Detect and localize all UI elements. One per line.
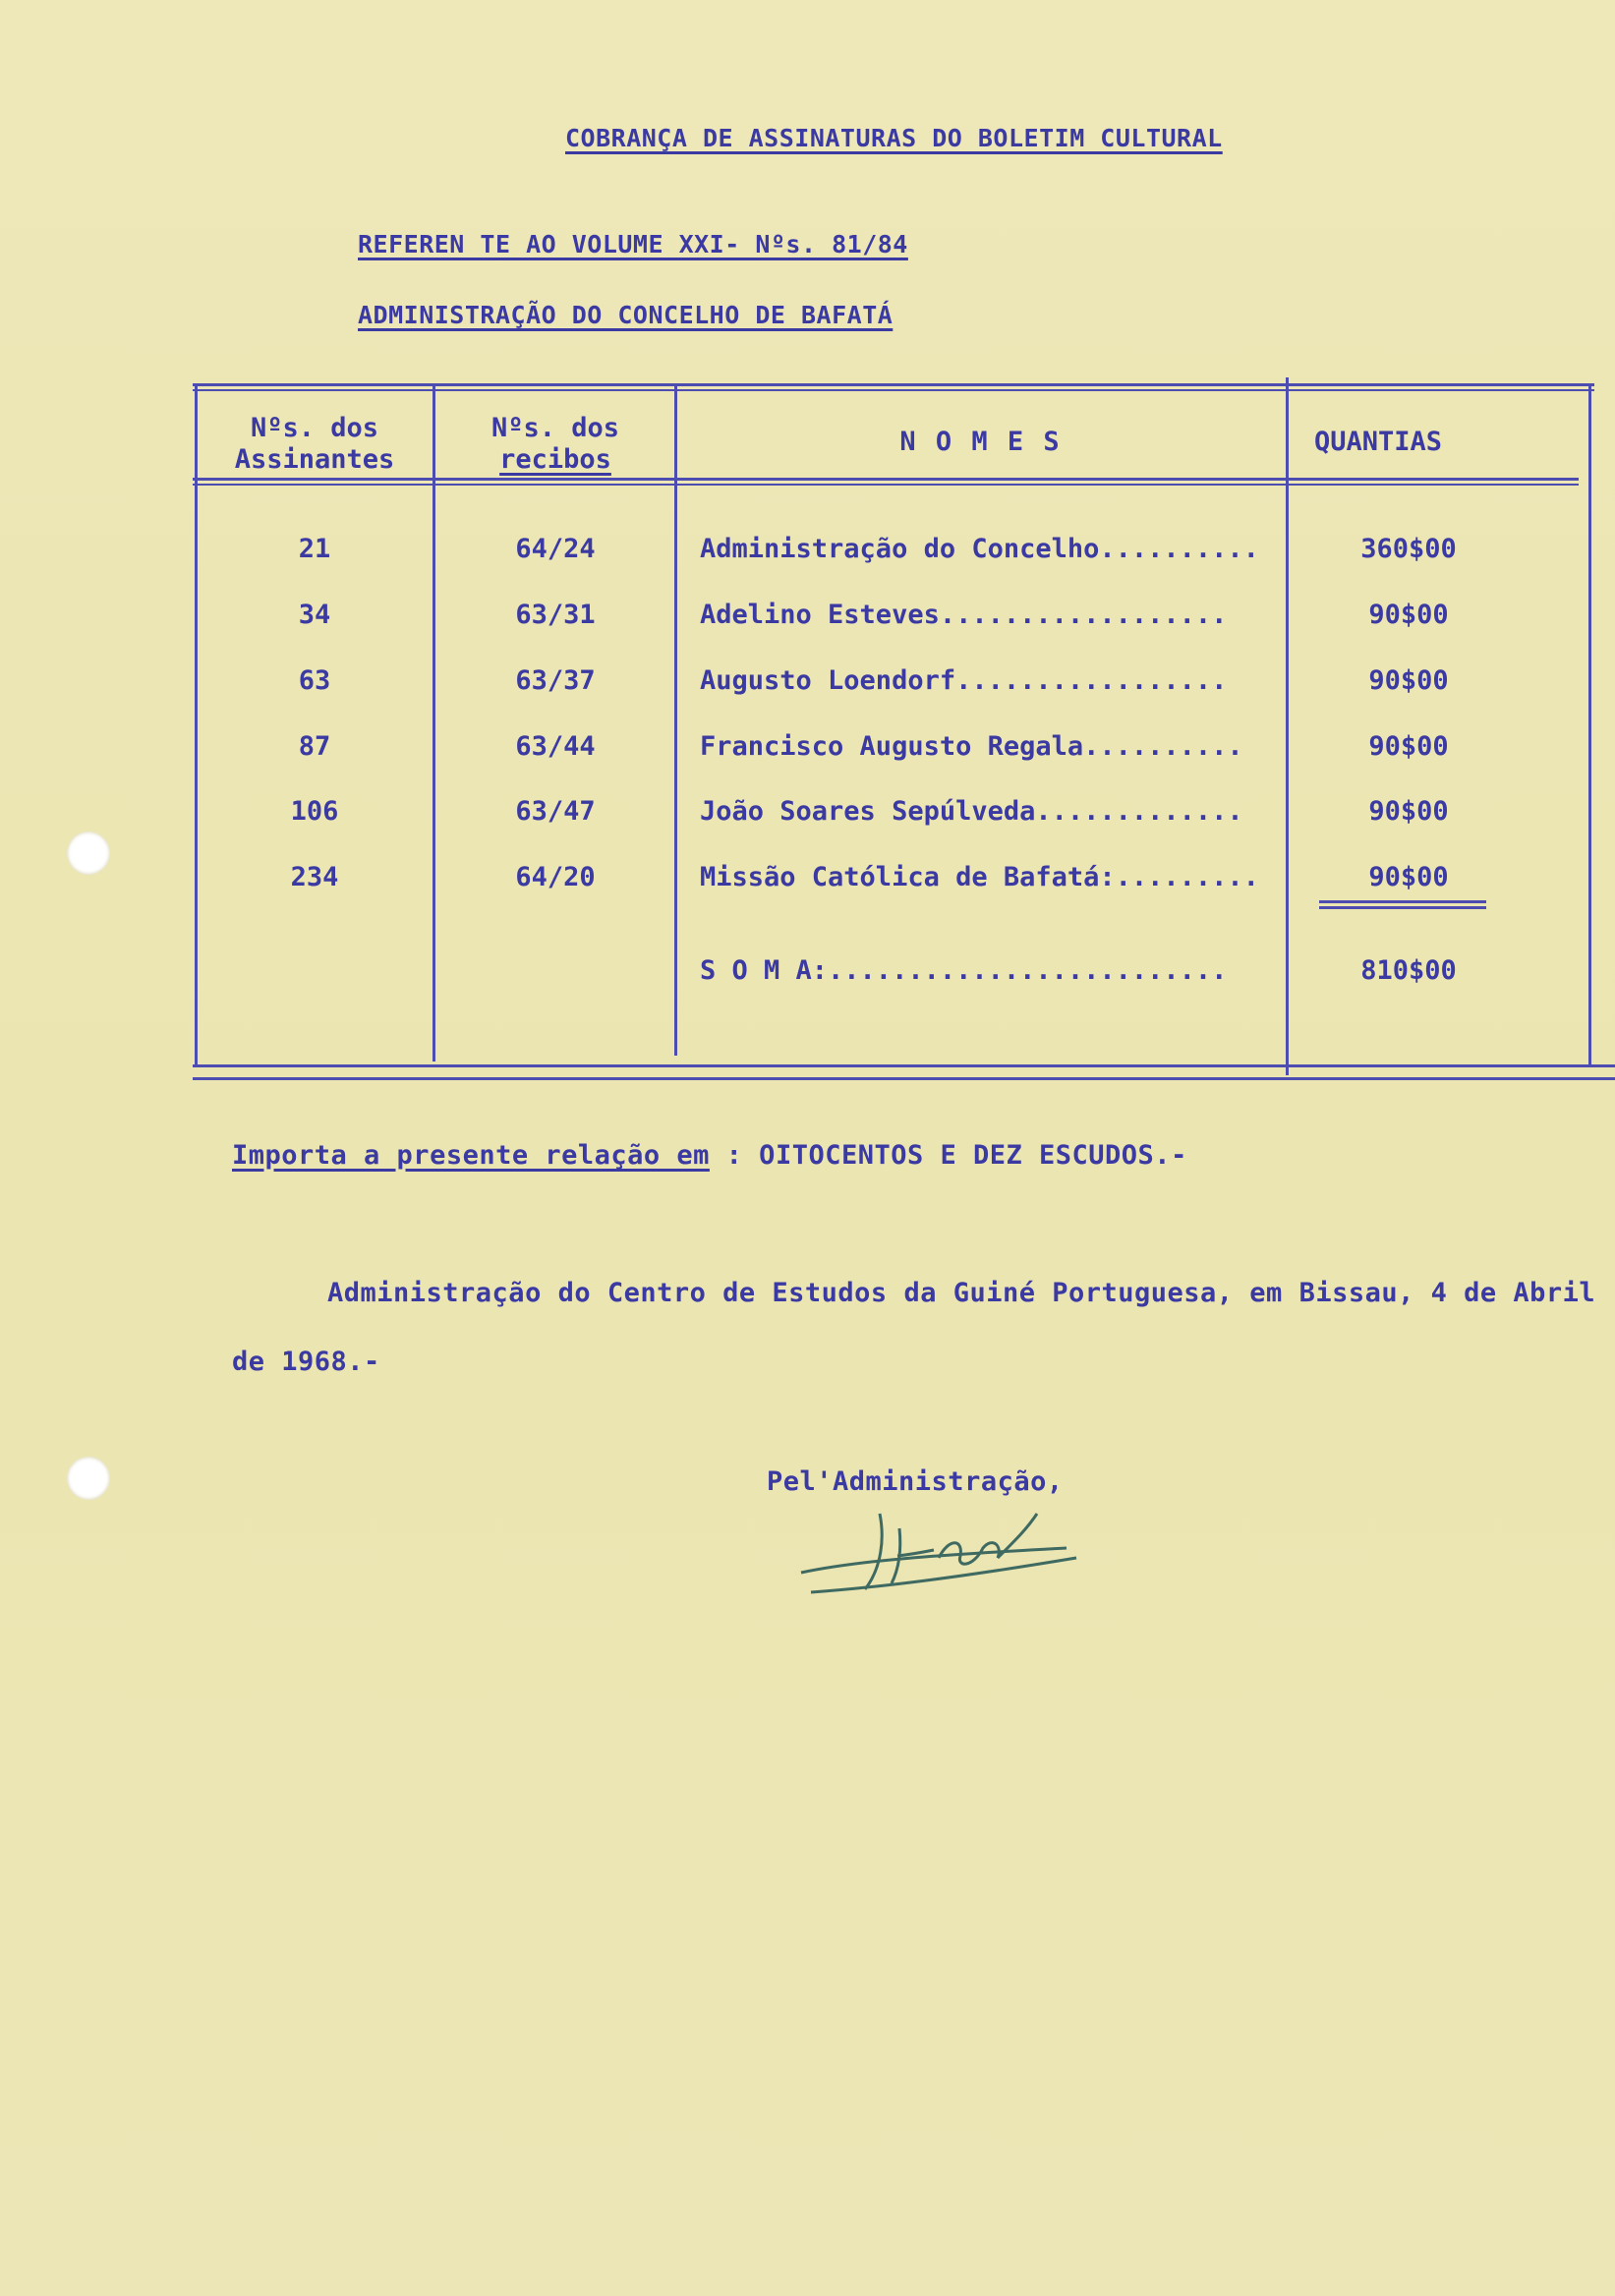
closing-line-1: Administração do Centro de Estudos da Guiné Portuguesa, em Bissau, 4 de Abril <box>327 1278 1596 1308</box>
sum-underline <box>1319 900 1486 903</box>
cell-assinante: 234 <box>290 862 339 892</box>
administration-name: ADMINISTRAÇÃO DO CONCELHO DE BAFATÁ <box>358 301 894 329</box>
header-recibos-line1: Nºs. dos <box>490 413 620 443</box>
table-header-divider <box>193 478 1579 481</box>
cell-quantia: 90$00 <box>1368 665 1449 696</box>
cell-quantia: 90$00 <box>1368 731 1449 762</box>
cell-recibo: 63/44 <box>515 731 596 762</box>
document-title: COBRANÇA DE ASSINATURAS DO BOLETIM CULTURAL <box>565 124 1223 152</box>
table-row <box>0 534 1615 573</box>
table-row <box>0 731 1615 771</box>
header-quantias: QUANTIAS <box>1313 427 1443 457</box>
import-value: : OITOCENTOS E DEZ ESCUDOS.- <box>725 1140 1187 1171</box>
total-value: 810$00 <box>1360 955 1457 986</box>
table-total-row <box>0 955 1615 995</box>
cell-nome: Administração do Concelho.......... <box>700 534 1259 564</box>
table-bottom-border-outer <box>193 1077 1615 1080</box>
cell-assinante: 87 <box>298 731 331 762</box>
cell-quantia: 360$00 <box>1360 534 1457 564</box>
table-row <box>0 862 1615 901</box>
cell-quantia: 90$00 <box>1368 862 1449 892</box>
cell-nome: Francisco Augusto Regala.......... <box>700 731 1243 762</box>
header-nomes: N O M E S <box>899 427 1062 457</box>
table-row <box>0 796 1615 835</box>
cell-recibo: 64/24 <box>515 534 596 564</box>
table-top-border <box>193 383 1594 386</box>
cell-assinante: 63 <box>298 665 331 696</box>
cell-assinante: 34 <box>298 600 331 630</box>
table-row <box>0 665 1615 705</box>
header-recibos-line2: recibos <box>499 444 611 475</box>
table-bottom-border <box>193 1064 1615 1067</box>
cell-recibo: 63/47 <box>515 796 596 827</box>
header-assinantes-line1: Nºs. dos <box>250 413 379 443</box>
cell-nome: João Soares Sepúlveda............. <box>700 796 1243 827</box>
header-recibos <box>437 413 673 476</box>
volume-reference: REFEREN TE AO VOLUME XXI- Nºs. 81/84 <box>358 230 908 258</box>
total-label: S O M A:......................... <box>700 955 1228 986</box>
cell-nome: Adelino Esteves.................. <box>700 600 1228 630</box>
cell-nome: Augusto Loendorf................. <box>700 665 1228 696</box>
import-label: Importa a presente relação em <box>232 1140 710 1171</box>
handwritten-signature <box>791 1499 1086 1607</box>
punch-hole-bottom <box>67 1457 110 1500</box>
cell-quantia: 90$00 <box>1368 600 1449 630</box>
table-header-divider-inner <box>193 484 1579 486</box>
cell-recibo: 63/37 <box>515 665 596 696</box>
cell-recibo: 63/31 <box>515 600 596 630</box>
table-row <box>0 600 1615 639</box>
sum-underline-double <box>1319 906 1486 909</box>
cell-nome: Missão Católica de Bafatá:......... <box>700 862 1259 892</box>
cell-quantia: 90$00 <box>1368 796 1449 827</box>
cell-recibo: 64/20 <box>515 862 596 892</box>
header-assinantes-line2: Assinantes <box>234 444 395 475</box>
header-assinantes <box>197 413 433 476</box>
import-statement <box>232 1140 1187 1171</box>
closing-line-2: de 1968.- <box>232 1347 380 1377</box>
cell-assinante: 21 <box>298 534 331 564</box>
signoff-label: Pel'Administração, <box>767 1466 1064 1497</box>
cell-assinante: 106 <box>290 796 339 827</box>
table-top-border-inner <box>193 389 1594 391</box>
